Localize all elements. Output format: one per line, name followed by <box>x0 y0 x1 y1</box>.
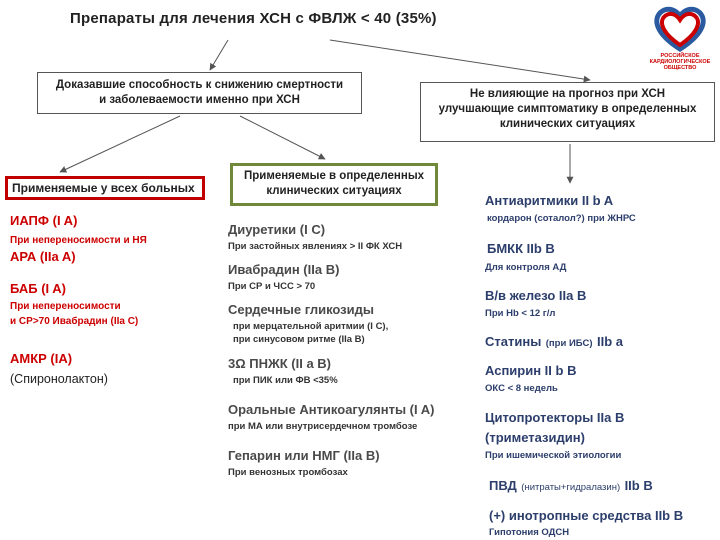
glycosides-note-2: при синусовом ритме (IIa B) <box>233 334 365 345</box>
statins-note: (при ИБС) <box>545 338 593 349</box>
ivabradine-heading: Ивабрадин (IIa B) <box>228 262 340 277</box>
statins-line <box>485 333 623 351</box>
statins-class: IIb a <box>596 334 623 349</box>
amkr-note: (Спиронолактон) <box>10 372 108 386</box>
box-proven <box>37 72 362 114</box>
pvd-note: (нитраты+гидралазин) <box>521 482 621 493</box>
pufa-heading: 3Ω ПНЖК (II a B) <box>228 356 332 371</box>
arrow-proven-to-all <box>60 116 180 172</box>
arrow-title-to-proven <box>210 40 228 70</box>
bab-note-2: и СР>70 Ивабрадин (IIa C) <box>10 316 139 327</box>
box-specific <box>230 163 438 206</box>
pufa-note: при ПИК или ФВ <35% <box>233 375 338 386</box>
iron-note: При Hb < 12 г/л <box>485 308 556 319</box>
box-all-patients: Применяемые у всех больных <box>5 176 205 200</box>
amkr-heading: АМКР (IA) <box>10 351 73 366</box>
bmkk-note: Для контроля АД <box>485 262 567 273</box>
bab-note-1: При непереносимости <box>10 301 121 312</box>
ivabradine-note: При СР и ЧСС > 70 <box>228 281 316 292</box>
iapf-note: При непереносимости и НЯ <box>10 235 147 246</box>
box-not-affecting-line1: Не влияющие на прогноз при ХСН <box>469 88 666 100</box>
bmkk-heading: БМКК IIb B <box>487 241 555 256</box>
ara-heading: АРА (IIa A) <box>10 249 76 264</box>
cyto-heading: Цитопротекторы IIa B <box>485 410 625 425</box>
arrow-title-to-not-affecting <box>330 40 590 80</box>
cyto-note: При ишемической этиологии <box>485 450 622 461</box>
box-proven-line1: Доказавшие способность к снижению смертности <box>55 79 344 91</box>
pvd-line <box>489 477 653 495</box>
antiarr-note: кордарон (соталол?) при ЖНРС <box>487 213 636 224</box>
anticoag-heading: Оральные Антикоагулянты (I A) <box>228 402 435 417</box>
heparin-heading: Гепарин или НМГ (IIa B) <box>228 448 380 463</box>
aspirin-heading: Аспирин II b B <box>485 363 577 378</box>
glycosides-note-1: при мерцательной аритмии (I C), <box>233 321 389 332</box>
glycosides-heading: Сердечные гликозиды <box>228 302 374 317</box>
pvd-class: IIb B <box>624 478 653 493</box>
statins-heading: Статины <box>485 334 542 349</box>
inotrop-note: Гипотония ОДСН <box>489 527 570 538</box>
anticoag-note: при МА или внутрисердечном тромбозе <box>228 421 418 432</box>
heparin-note: При венозных тромбозах <box>228 467 348 478</box>
box-proven-line2: и заболеваемости именно при ХСН <box>99 94 300 106</box>
box-not-affecting-line3: клинических ситуациях <box>499 118 636 130</box>
box-not-affecting-line2: улучшающие симптоматику в определенных <box>438 103 697 115</box>
page-title: Препараты для лечения ХСН с ФВЛЖ < 40 (35%) <box>70 10 437 27</box>
aspirin-note: ОКС < 8 недель <box>485 383 558 394</box>
box-not-affecting <box>420 82 715 142</box>
inotrop-heading: (+) инотропные средства IIb B <box>489 508 684 523</box>
diuretics-note: При застойных явлениях > II ФК ХСН <box>228 241 403 252</box>
iron-heading: В/в железо IIa B <box>485 288 587 303</box>
logo-text: РОССИЙСКОЕ КАРДИОЛОГИЧЕСКОЕ ОБЩЕСТВО <box>649 53 711 71</box>
box-specific-line1: Применяемые в определенных <box>243 170 425 182</box>
cyto-heading-2: (триметазидин) <box>485 430 585 445</box>
arrow-proven-to-specific <box>240 116 325 159</box>
diuretics-heading: Диуретики (I C) <box>228 222 326 237</box>
antiarr-heading: Антиаритмики II b A <box>485 193 614 208</box>
pvd-heading: ПВД <box>489 478 517 493</box>
iapf-heading: ИАПФ (I A) <box>10 213 78 228</box>
box-specific-line2: клинических ситуациях <box>266 185 402 197</box>
bab-heading: БАБ (I A) <box>10 281 66 296</box>
